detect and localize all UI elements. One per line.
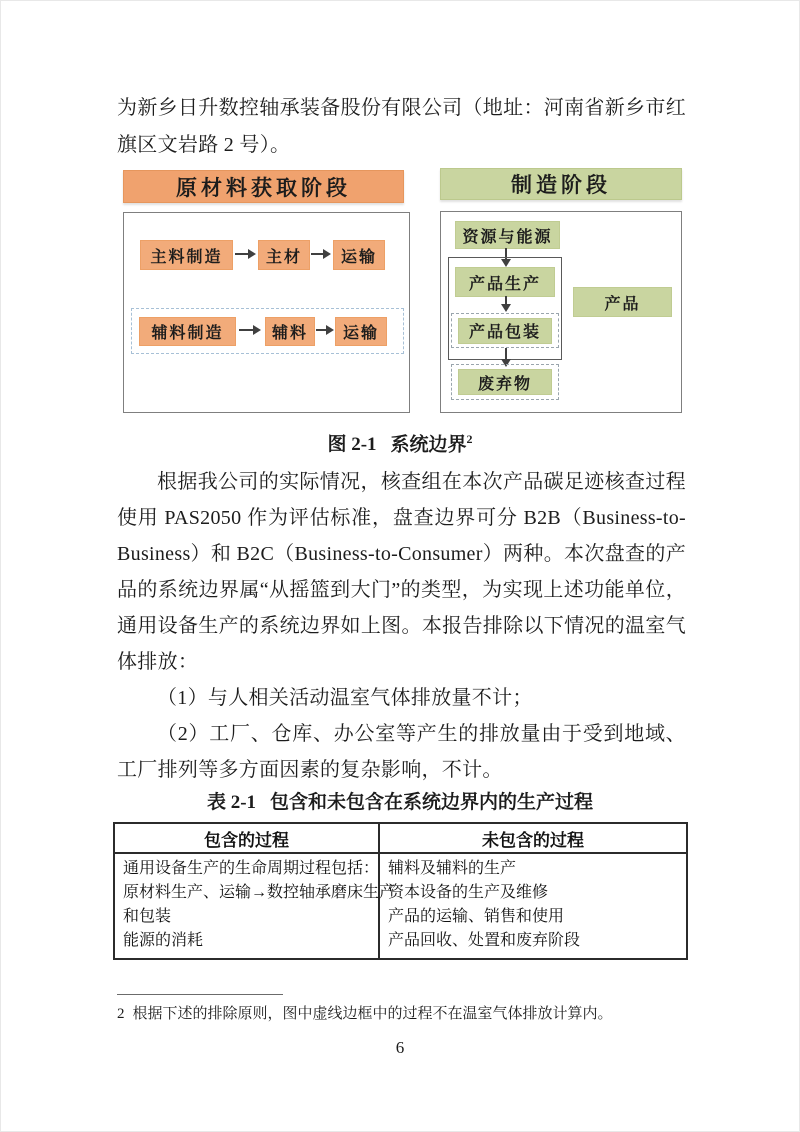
acquisition-stage-header: 原材料获取阶段 <box>123 170 404 203</box>
table-row <box>114 853 687 959</box>
main-material-box: 主材 <box>258 240 310 270</box>
resources-energy-box: 资源与能源 <box>455 221 560 249</box>
product-box: 产品 <box>573 287 672 317</box>
included-line: 通用设备生产的生命周期过程包括： <box>123 860 380 878</box>
main-transport-box: 运输 <box>333 240 385 270</box>
product-packaging-box: 产品包装 <box>458 318 552 344</box>
main-paragraph: 根据我公司的实际情况，核查组在本次产品碳足迹核查过程使用 PAS2050 作为评估标准，盘查边界可分 B2B（Business-to-Business）和 B2C（Business-to-Consumer）两种。本次盘查的产品的系统边界属“从摇篮到大门”的类型，为实现上述功能单位，通用设备生产的系统边界如上图。本报告排除以下情况的温室气体排放： <box>117 471 686 674</box>
aux-transport-box: 运输 <box>335 317 387 346</box>
footnote-separator <box>117 994 283 995</box>
page-number: 6 <box>395 1038 405 1057</box>
exclusion-item-2: （2）工厂、仓库、办公室等产生的排放量由于受到地域、工厂排列等多方面因素的复杂影响，不计。 <box>117 723 686 782</box>
excluded-waste-dashed-frame <box>451 364 559 400</box>
excluded-line: 辅料及辅料的生产 <box>388 860 517 878</box>
manufacturing-stage-header: 制造阶段 <box>440 168 682 200</box>
product-production-box: 产品生产 <box>455 267 555 297</box>
arrow-right-icon <box>316 329 327 331</box>
included-line: 原材料生产、运输→数控轴承磨床生产 <box>123 884 396 902</box>
arrow-down-icon <box>505 348 507 360</box>
included-line: 能源的消耗 <box>123 932 204 950</box>
arrow-right-icon <box>311 253 324 255</box>
excluded-line: 产品的运输、销售和使用 <box>388 908 565 926</box>
figure-caption <box>0 425 800 459</box>
process-table <box>113 822 688 960</box>
footnote-text: 根据下述的排除原则，图中虚线边框中的过程不在温室气体排放计算内。 <box>132 1006 613 1022</box>
system-boundary-figure <box>0 168 800 418</box>
excluded-column-header: 未包含的过程 <box>379 823 687 853</box>
excluded-line: 产品回收、处置和废弃阶段 <box>388 932 581 950</box>
excluded-line: 资本设备的生产及维修 <box>388 884 549 902</box>
table-caption <box>0 790 800 816</box>
intro-paragraph: 为新乡日升数控轴承装备股份有限公司（地址：河南省新乡市红旗区文岩路 2 号）。 <box>117 97 686 156</box>
footnote-reference: 2 <box>466 432 473 446</box>
aux-material-manufacturing-box: 辅料制造 <box>139 317 236 346</box>
waste-box: 废弃物 <box>458 369 552 395</box>
included-column-header: 包含的过程 <box>114 823 379 853</box>
footnote <box>117 994 686 1026</box>
table-caption-label: 表 2-1 <box>206 792 257 814</box>
figure-caption-text: 系统边界 <box>390 434 467 456</box>
footnote-marker: 2 <box>117 1006 125 1022</box>
main-material-manufacturing-box: 主料制造 <box>140 240 233 270</box>
excluded-packaging-dashed-frame <box>451 313 559 348</box>
figure-caption-label: 图 2-1 <box>327 434 377 456</box>
included-line: 和包装 <box>123 908 172 926</box>
arrow-right-icon <box>239 329 254 331</box>
excluded-processes-cell <box>379 853 687 959</box>
exclusion-item-1: （1）与人相关活动温室气体排放量不计； <box>157 687 533 710</box>
arrow-down-icon <box>505 296 507 305</box>
table-header-row <box>114 823 687 853</box>
aux-material-box: 辅料 <box>265 317 315 346</box>
table-caption-text: 包含和未包含在系统边界内的生产过程 <box>270 792 594 814</box>
arrow-right-icon <box>235 253 249 255</box>
included-processes-cell <box>114 853 396 959</box>
